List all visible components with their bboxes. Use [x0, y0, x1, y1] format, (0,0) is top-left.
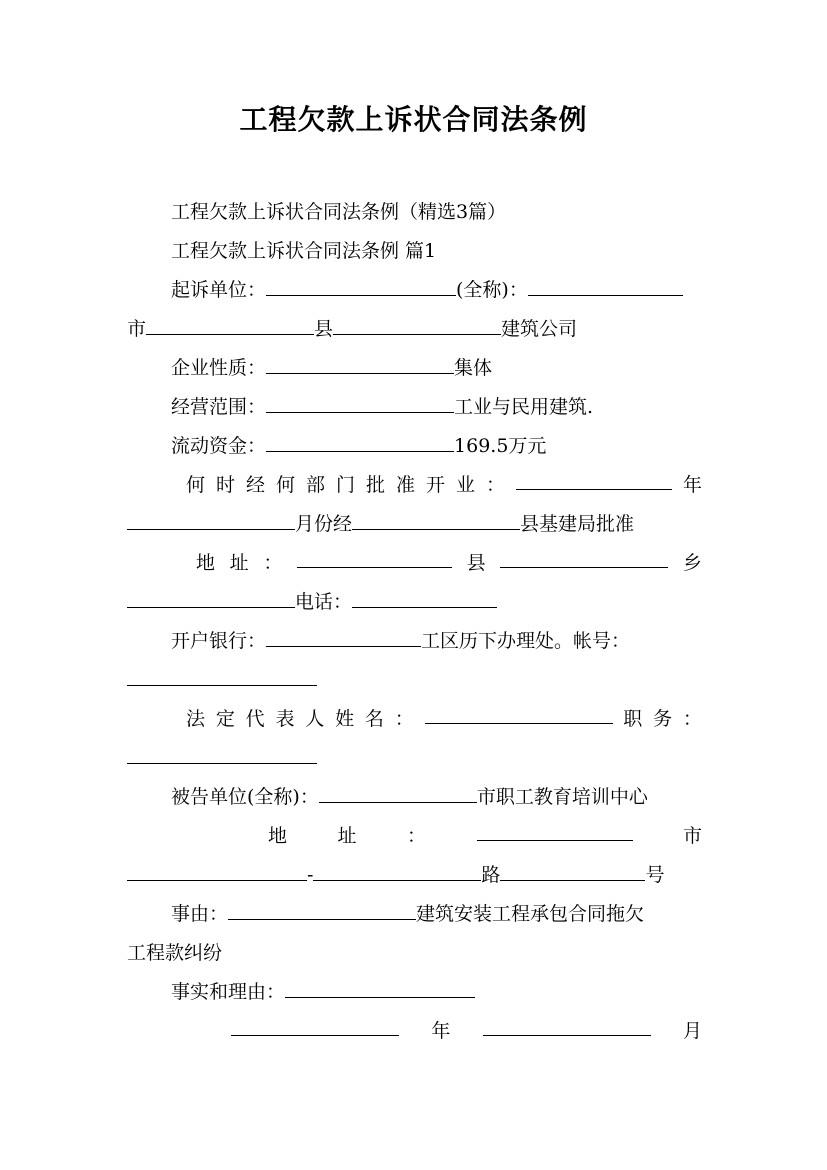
blank-field[interactable] [127, 667, 317, 686]
blank-field[interactable] [228, 901, 416, 920]
blank-field[interactable] [333, 316, 501, 335]
blank-field[interactable] [500, 549, 668, 568]
blank-field[interactable] [266, 628, 421, 647]
blank-field[interactable] [127, 862, 307, 881]
blank-field[interactable] [319, 784, 477, 803]
legal-rep-line: 法 定 代 表 人 姓 名 ： 职 务 ： [186, 705, 702, 733]
blank-field[interactable] [266, 394, 454, 413]
defendant-address-line: 地 址 ： 市 [268, 822, 702, 850]
blank-field[interactable] [483, 1017, 651, 1036]
approval-line: 何 时 经 何 部 门 批 准 开 业 ： 年 [186, 471, 702, 499]
enterprise-nature-line: 企业性质： 集体 [171, 357, 493, 379]
blank-field[interactable] [500, 862, 645, 881]
blank-field[interactable] [127, 745, 317, 764]
blank-field[interactable] [231, 1017, 399, 1036]
bank-line: 开户银行： 工区历下办理处。帐号： [171, 630, 631, 652]
position-line [127, 744, 702, 772]
blank-field[interactable] [146, 316, 314, 335]
defendant-line: 被告单位(全称)： 市职工教育培训中心 [171, 786, 648, 808]
address-line: 地 址 ： 县 乡 [196, 549, 702, 577]
blank-field[interactable] [266, 433, 454, 452]
business-scope-line: 经营范围： 工业与民用建筑. [171, 396, 594, 418]
blank-field[interactable] [297, 549, 452, 568]
blank-field[interactable] [127, 511, 295, 530]
blank-field[interactable] [127, 589, 295, 608]
blank-field[interactable] [266, 277, 456, 296]
blank-field[interactable] [425, 705, 613, 724]
blank-field[interactable] [352, 589, 497, 608]
account-line [127, 666, 702, 694]
plaintiff-unit-line: 起诉单位： (全称)： [171, 276, 702, 304]
phone-line: 电话： [127, 588, 702, 616]
date-line: 年 月 [231, 1017, 702, 1045]
blank-field[interactable] [516, 471, 672, 490]
blank-field[interactable] [477, 822, 633, 841]
approval-line-2: 月份经 县基建局批准 [127, 510, 702, 538]
blank-field[interactable] [266, 355, 454, 374]
plaintiff-location-line: 市 县 建筑公司 [127, 318, 578, 340]
cause-line: 事由： 建筑安装工程承包合同拖欠 [171, 903, 645, 925]
subtitle-line: 工程欠款上诉状合同法条例（精选3篇） [171, 201, 507, 223]
blank-field[interactable] [285, 979, 475, 998]
section-heading: 工程欠款上诉状合同法条例 篇1 [171, 240, 437, 262]
blank-field[interactable] [528, 277, 683, 296]
cause-line-2: 工程款纠纷 [127, 942, 223, 964]
working-capital-line: 流动资金： 169.5万元 [171, 435, 547, 457]
blank-field[interactable] [352, 511, 520, 530]
document-title: 工程欠款上诉状合同法条例 [239, 103, 588, 136]
defendant-road-line: - 路 号 [127, 861, 702, 889]
blank-field[interactable] [313, 862, 481, 881]
facts-line: 事实和理由： [171, 978, 702, 1006]
